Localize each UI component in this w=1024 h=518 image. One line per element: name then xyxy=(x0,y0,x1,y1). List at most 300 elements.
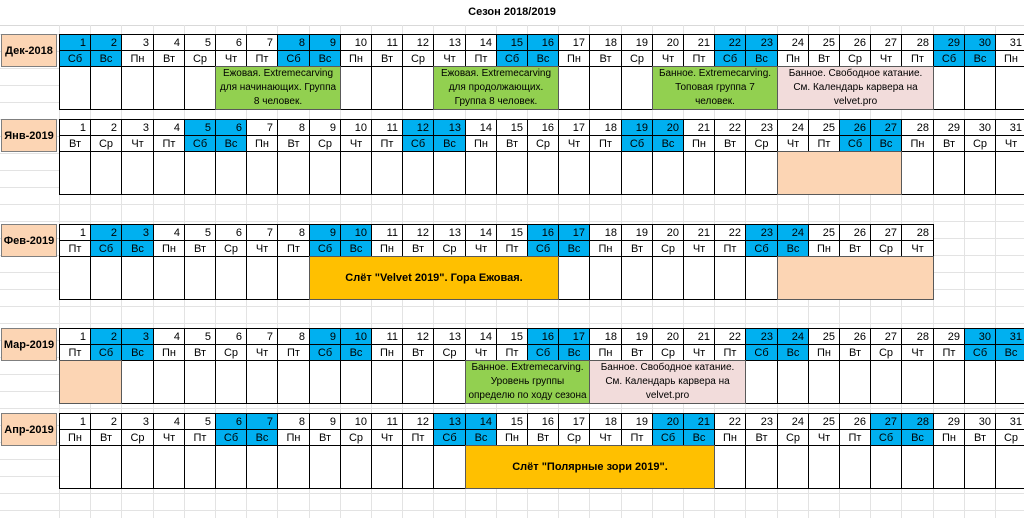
event-slot xyxy=(246,360,278,404)
weekday-label: Сб xyxy=(309,240,341,257)
day-number: 8 xyxy=(277,413,310,430)
weekday-label: Сб xyxy=(745,344,778,361)
weekday-label: Вт xyxy=(309,429,341,446)
day-number: 8 xyxy=(277,34,310,51)
weekday-label: Ср xyxy=(964,135,996,152)
weekday-label: Ср xyxy=(621,50,653,67)
event-slot xyxy=(121,256,154,300)
event-slot xyxy=(246,151,278,195)
day-number: 1 xyxy=(59,224,91,241)
day-number: 5 xyxy=(184,413,216,430)
day-number: 31 xyxy=(995,328,1024,345)
day-number: 24 xyxy=(777,34,809,51)
weekday-label: Вс xyxy=(777,344,809,361)
event-slot xyxy=(621,151,653,195)
reserved-block xyxy=(777,151,902,195)
weekday-label: Вт xyxy=(184,240,216,257)
event-slot xyxy=(215,360,247,404)
event-slot xyxy=(964,360,996,404)
day-number: 12 xyxy=(402,224,434,241)
weekday-label: Чт xyxy=(215,50,247,67)
day-number: 28 xyxy=(901,224,934,241)
day-number: 12 xyxy=(402,328,434,345)
event-slot xyxy=(121,360,154,404)
weekday-label: Вс xyxy=(745,50,778,67)
weekday-label: Сб xyxy=(277,50,310,67)
weekday-label: Пн xyxy=(121,50,154,67)
weekday-label: Пт xyxy=(371,135,403,152)
event-slot xyxy=(964,151,996,195)
day-number: 2 xyxy=(90,34,122,51)
day-number: 10 xyxy=(340,119,372,136)
day-number: 5 xyxy=(184,34,216,51)
weekday-label: Вт xyxy=(527,429,559,446)
weekday-label: Пт xyxy=(839,429,871,446)
day-number: 3 xyxy=(121,34,154,51)
weekday-label: Пн xyxy=(808,344,840,361)
day-number: 25 xyxy=(808,328,840,345)
day-number: 24 xyxy=(777,413,809,430)
day-number: 16 xyxy=(527,119,559,136)
weekday-label: Вт xyxy=(621,240,653,257)
weekday-label: Пн xyxy=(714,429,746,446)
weekday-label: Вт xyxy=(184,344,216,361)
weekday-label: Сб xyxy=(870,429,902,446)
event-slot xyxy=(901,445,934,489)
event-slot xyxy=(153,360,185,404)
weekday-label: Пт xyxy=(496,344,528,361)
event-slot xyxy=(589,256,622,300)
weekday-label: Вт xyxy=(371,50,403,67)
event-slot xyxy=(277,445,310,489)
event-slot xyxy=(59,256,91,300)
day-number: 6 xyxy=(215,119,247,136)
weekday-label: Вс xyxy=(465,429,497,446)
day-number: 19 xyxy=(621,328,653,345)
weekday-label: Вт xyxy=(90,429,122,446)
day-number: 17 xyxy=(558,224,590,241)
weekday-label: Чт xyxy=(465,344,497,361)
event-block: Ежовая. Extremecarving для начинающих. Группа 8 человек. xyxy=(215,66,341,110)
weekday-label: Ср xyxy=(433,240,466,257)
weekday-label: Пт xyxy=(465,50,497,67)
day-number: 16 xyxy=(527,224,559,241)
day-number: 1 xyxy=(59,413,91,430)
day-number: 15 xyxy=(496,34,528,51)
weekday-label: Вт xyxy=(277,135,310,152)
event-slot xyxy=(277,360,310,404)
day-number: 14 xyxy=(465,413,497,430)
weekday-label: Пн xyxy=(371,344,403,361)
day-number: 26 xyxy=(839,34,871,51)
event-slot xyxy=(433,151,466,195)
day-number: 3 xyxy=(121,413,154,430)
month-label: Янв-2019 xyxy=(1,119,57,152)
day-number: 19 xyxy=(621,224,653,241)
day-number: 7 xyxy=(246,34,278,51)
event-slot xyxy=(90,66,122,110)
event-slot xyxy=(121,66,154,110)
weekday-label: Вс xyxy=(558,240,590,257)
day-number: 30 xyxy=(964,119,996,136)
event-slot xyxy=(777,360,809,404)
day-number: 12 xyxy=(402,34,434,51)
reserved-block xyxy=(777,256,934,300)
page-title: Сезон 2018/2019 xyxy=(0,0,1024,26)
weekday-label: Сб xyxy=(496,50,528,67)
event-slot xyxy=(901,360,934,404)
day-number: 13 xyxy=(433,413,466,430)
weekday-label: Ср xyxy=(777,429,809,446)
day-number: 11 xyxy=(371,224,403,241)
weekday-label: Ср xyxy=(215,344,247,361)
weekday-label: Пт xyxy=(277,344,310,361)
weekday-label: Ср xyxy=(652,240,684,257)
day-number: 25 xyxy=(808,34,840,51)
day-number: 2 xyxy=(90,119,122,136)
day-number: 20 xyxy=(652,413,684,430)
day-number: 25 xyxy=(808,119,840,136)
day-number: 7 xyxy=(246,413,278,430)
event-slot xyxy=(995,445,1024,489)
day-number: 10 xyxy=(340,34,372,51)
event-slot xyxy=(964,445,996,489)
day-number: 3 xyxy=(121,224,154,241)
event-slot xyxy=(652,151,684,195)
weekday-label: Ср xyxy=(870,240,902,257)
weekday-label: Пн xyxy=(933,429,965,446)
event-slot xyxy=(402,66,434,110)
event-slot xyxy=(433,445,466,489)
day-number: 18 xyxy=(589,328,622,345)
weekday-label: Вт xyxy=(496,135,528,152)
day-number: 13 xyxy=(433,34,466,51)
event-slot xyxy=(215,445,247,489)
weekday-label: Ср xyxy=(340,429,372,446)
day-number: 17 xyxy=(558,328,590,345)
day-number: 28 xyxy=(901,119,934,136)
weekday-label: Сб xyxy=(652,429,684,446)
weekday-label: Пн xyxy=(277,429,310,446)
day-number: 9 xyxy=(309,328,341,345)
weekday-label: Вт xyxy=(745,429,778,446)
day-number: 4 xyxy=(153,413,185,430)
event-slot xyxy=(652,256,684,300)
weekday-label: Вс xyxy=(901,429,934,446)
event-slot xyxy=(933,66,965,110)
weekday-label: Сб xyxy=(621,135,653,152)
day-number: 4 xyxy=(153,34,185,51)
event-slot xyxy=(901,151,934,195)
day-number: 5 xyxy=(184,224,216,241)
weekday-label: Вт xyxy=(402,344,434,361)
weekday-label: Пн xyxy=(995,50,1024,67)
day-number: 8 xyxy=(277,119,310,136)
event-slot xyxy=(995,360,1024,404)
event-block: Ежовая. Extremecarving для продолжающих. Группа 8 человек. xyxy=(433,66,559,110)
weekday-label: Вс xyxy=(340,344,372,361)
event-slot xyxy=(59,445,91,489)
day-number: 3 xyxy=(121,119,154,136)
weekday-label: Сб xyxy=(184,135,216,152)
day-number: 4 xyxy=(153,328,185,345)
day-number: 6 xyxy=(215,34,247,51)
weekday-label: Сб xyxy=(839,135,871,152)
event-slot xyxy=(870,445,902,489)
weekday-label: Пт xyxy=(589,135,622,152)
day-number: 18 xyxy=(589,119,622,136)
weekday-label: Пт xyxy=(714,240,746,257)
weekday-label: Пт xyxy=(933,344,965,361)
weekday-label: Вс xyxy=(121,344,154,361)
weekday-label: Чт xyxy=(246,240,278,257)
day-number: 2 xyxy=(90,328,122,345)
day-number: 3 xyxy=(121,328,154,345)
day-number: 28 xyxy=(901,34,934,51)
weekday-label: Пн xyxy=(683,135,715,152)
weekday-label: Чт xyxy=(652,50,684,67)
month-label: Апр-2019 xyxy=(1,413,57,446)
event-slot xyxy=(933,360,965,404)
weekday-label: Вт xyxy=(589,50,622,67)
event-slot xyxy=(777,445,809,489)
weekday-label: Пт xyxy=(153,135,185,152)
weekday-label: Сб xyxy=(714,50,746,67)
event-slot xyxy=(153,151,185,195)
day-number: 23 xyxy=(745,413,778,430)
weekday-label: Вт xyxy=(839,240,871,257)
day-number: 23 xyxy=(745,34,778,51)
event-block: Банное. Extremecarving. Топовая группа 7 человек. xyxy=(652,66,778,110)
weekday-label: Пт xyxy=(808,135,840,152)
day-number: 4 xyxy=(153,224,185,241)
weekday-label: Чт xyxy=(995,135,1024,152)
weekday-label: Пт xyxy=(683,50,715,67)
event-block: Банное. Extremecarving. Уровень группы определю по ходу сезона xyxy=(465,360,590,404)
event-slot xyxy=(121,151,154,195)
event-block: Банное. Свободное катание. См. Календарь карвера на velvet.pro xyxy=(777,66,934,110)
weekday-label: Сб xyxy=(59,50,91,67)
weekday-label: Ср xyxy=(745,135,778,152)
day-number: 4 xyxy=(153,119,185,136)
day-number: 29 xyxy=(933,34,965,51)
weekday-label: Пн xyxy=(246,135,278,152)
event-slot xyxy=(714,445,746,489)
day-number: 22 xyxy=(714,224,746,241)
weekday-label: Пн xyxy=(465,135,497,152)
event-slot xyxy=(90,445,122,489)
day-number: 29 xyxy=(933,413,965,430)
weekday-label: Пн xyxy=(371,240,403,257)
event-slot xyxy=(621,66,653,110)
event-block: Слёт "Velvet 2019". Гора Ежовая. xyxy=(309,256,559,300)
day-number: 18 xyxy=(589,34,622,51)
day-number: 15 xyxy=(496,413,528,430)
event-slot xyxy=(995,151,1024,195)
event-slot xyxy=(714,151,746,195)
event-slot xyxy=(153,256,185,300)
weekday-label: Вс xyxy=(121,240,154,257)
weekday-label: Ср xyxy=(433,344,466,361)
day-number: 8 xyxy=(277,328,310,345)
weekday-label: Сб xyxy=(433,429,466,446)
event-slot xyxy=(371,151,403,195)
weekday-label: Вт xyxy=(621,344,653,361)
weekday-label: Вт xyxy=(402,240,434,257)
day-number: 24 xyxy=(777,328,809,345)
weekday-label: Вс xyxy=(246,429,278,446)
reserved-block xyxy=(59,360,122,404)
day-number: 5 xyxy=(184,328,216,345)
weekday-label: Чт xyxy=(371,429,403,446)
weekday-label: Пн xyxy=(340,50,372,67)
weekday-label: Чт xyxy=(683,240,715,257)
weekday-label: Ср xyxy=(652,344,684,361)
weekday-label: Вс xyxy=(90,50,122,67)
day-number: 22 xyxy=(714,328,746,345)
day-number: 27 xyxy=(870,413,902,430)
event-slot xyxy=(184,256,216,300)
event-slot xyxy=(964,66,996,110)
event-slot xyxy=(184,445,216,489)
day-number: 23 xyxy=(745,328,778,345)
day-number: 20 xyxy=(652,119,684,136)
weekday-label: Ср xyxy=(309,135,341,152)
weekday-label: Сб xyxy=(309,344,341,361)
event-slot xyxy=(839,360,871,404)
weekday-label: Сб xyxy=(402,135,434,152)
event-slot xyxy=(371,445,403,489)
day-number: 1 xyxy=(59,34,91,51)
day-number: 13 xyxy=(433,224,466,241)
day-number: 17 xyxy=(558,413,590,430)
day-number: 20 xyxy=(652,34,684,51)
weekday-label: Пн xyxy=(777,50,809,67)
day-number: 25 xyxy=(808,224,840,241)
weekday-label: Вс xyxy=(870,135,902,152)
day-number: 30 xyxy=(964,34,996,51)
day-number: 10 xyxy=(340,413,372,430)
day-number: 16 xyxy=(527,413,559,430)
weekday-label: Ср xyxy=(527,135,559,152)
day-number: 21 xyxy=(683,119,715,136)
event-slot xyxy=(433,360,466,404)
event-slot xyxy=(340,66,372,110)
weekday-label: Чт xyxy=(465,240,497,257)
weekday-label: Вс xyxy=(683,429,715,446)
weekday-label: Пт xyxy=(901,50,934,67)
event-slot xyxy=(402,360,434,404)
weekday-label: Вт xyxy=(964,429,996,446)
event-slot xyxy=(153,66,185,110)
day-number: 1 xyxy=(59,328,91,345)
day-number: 15 xyxy=(496,119,528,136)
day-number: 27 xyxy=(870,34,902,51)
day-number: 26 xyxy=(839,119,871,136)
day-number: 21 xyxy=(683,224,715,241)
day-number: 9 xyxy=(309,119,341,136)
event-slot xyxy=(527,151,559,195)
weekday-label: Пн xyxy=(153,240,185,257)
day-number: 14 xyxy=(465,119,497,136)
day-number: 28 xyxy=(901,413,934,430)
day-number: 19 xyxy=(621,413,653,430)
event-slot xyxy=(309,151,341,195)
event-slot xyxy=(558,256,590,300)
day-number: 6 xyxy=(215,413,247,430)
month-label: Фев-2019 xyxy=(1,224,57,257)
weekday-label: Вт xyxy=(808,50,840,67)
event-slot xyxy=(371,66,403,110)
month-label: Дек-2018 xyxy=(1,34,57,67)
event-slot xyxy=(153,445,185,489)
day-number: 20 xyxy=(652,328,684,345)
day-number: 23 xyxy=(745,224,778,241)
day-number: 10 xyxy=(340,328,372,345)
weekday-label: Чт xyxy=(340,135,372,152)
weekday-label: Вс xyxy=(340,240,372,257)
event-slot xyxy=(933,151,965,195)
weekday-label: Чт xyxy=(433,50,466,67)
event-slot xyxy=(621,256,653,300)
weekday-label: Сб xyxy=(527,344,559,361)
weekday-label: Чт xyxy=(901,344,934,361)
day-number: 25 xyxy=(808,413,840,430)
day-number: 29 xyxy=(933,119,965,136)
event-slot xyxy=(59,66,91,110)
day-number: 1 xyxy=(59,119,91,136)
event-slot xyxy=(839,445,871,489)
weekday-label: Ср xyxy=(402,50,434,67)
day-number: 18 xyxy=(589,413,622,430)
day-number: 31 xyxy=(995,119,1024,136)
event-slot xyxy=(59,151,91,195)
weekday-label: Чт xyxy=(870,50,902,67)
day-number: 23 xyxy=(745,119,778,136)
weekday-label: Вс xyxy=(995,344,1024,361)
event-slot xyxy=(558,66,590,110)
weekday-label: Вт xyxy=(933,135,965,152)
weekday-label: Пн xyxy=(808,240,840,257)
event-slot xyxy=(745,151,778,195)
weekday-label: Пт xyxy=(59,240,91,257)
day-number: 31 xyxy=(995,413,1024,430)
weekday-label: Чт xyxy=(683,344,715,361)
day-number: 10 xyxy=(340,224,372,241)
event-slot xyxy=(465,151,497,195)
day-number: 28 xyxy=(901,328,934,345)
event-slot xyxy=(309,445,341,489)
day-number: 7 xyxy=(246,119,278,136)
weekday-label: Ср xyxy=(995,429,1024,446)
event-slot xyxy=(745,256,778,300)
weekday-label: Пт xyxy=(246,50,278,67)
event-slot xyxy=(714,256,746,300)
weekday-label: Вс xyxy=(964,50,996,67)
day-number: 17 xyxy=(558,34,590,51)
weekday-label: Чт xyxy=(153,429,185,446)
weekday-label: Чт xyxy=(558,135,590,152)
weekday-label: Ср xyxy=(184,50,216,67)
weekday-label: Вт xyxy=(59,135,91,152)
day-number: 2 xyxy=(90,413,122,430)
weekday-label: Пт xyxy=(496,240,528,257)
day-number: 16 xyxy=(527,328,559,345)
day-number: 26 xyxy=(839,224,871,241)
weekday-label: Ср xyxy=(839,50,871,67)
weekday-label: Ср xyxy=(121,429,154,446)
weekday-label: Чт xyxy=(777,135,809,152)
